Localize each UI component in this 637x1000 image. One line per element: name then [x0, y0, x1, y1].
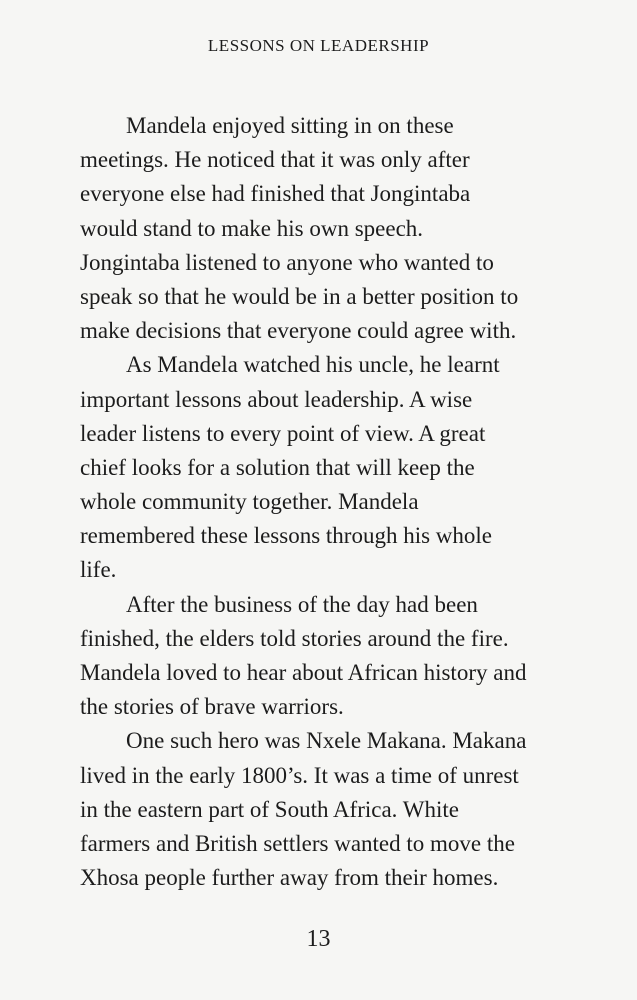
text-line: chief looks for a solution that will keep the	[80, 454, 475, 480]
text-line: Mandela enjoyed sitting in on these	[126, 113, 454, 138]
running-head: LESSONS ON LEADERSHIP	[207, 36, 430, 55]
text-line: leader listens to every point of view. A great	[80, 420, 486, 446]
text-line: meetings. He noticed that it was only after	[80, 147, 470, 173]
text-line: remembered these lessons through his whole	[80, 523, 492, 549]
text-line: Xhosa people further away from their homes.	[80, 865, 499, 891]
text-line: whole community together. Mandela	[80, 489, 419, 515]
text-line: important lessons about leadership. A wise	[80, 386, 473, 412]
text-line: the stories of brave warriors.	[80, 694, 344, 720]
text-line: As Mandela watched his uncle, he learnt	[126, 352, 500, 378]
text-line: in the eastern part of South Africa. White	[80, 796, 459, 822]
text-line: make decisions that everyone could agree with.	[80, 318, 517, 344]
page-number: 13	[306, 926, 331, 952]
text-line: speak so that he would be in a better position to	[80, 283, 519, 309]
text-line: life.	[80, 557, 117, 583]
text-line: farmers and British settlers wanted to move the	[80, 830, 515, 856]
text-line: finished, the elders told stories around the fire.	[80, 625, 509, 651]
text-line: Jongintaba listened to anyone who wanted to	[80, 249, 494, 275]
text-line: After the business of the day had been	[126, 591, 478, 617]
text-line: lived in the early 1800’s. It was a time of unrest	[80, 762, 519, 788]
text-line: Mandela loved to hear about African history and	[80, 660, 527, 685]
text-line: One such hero was Nxele Makana. Makana	[126, 728, 527, 754]
body-text	[80, 109, 580, 895]
text-line: would stand to make his own speech.	[80, 215, 424, 241]
text-line: everyone else had finished that Jongintaba	[80, 181, 471, 207]
